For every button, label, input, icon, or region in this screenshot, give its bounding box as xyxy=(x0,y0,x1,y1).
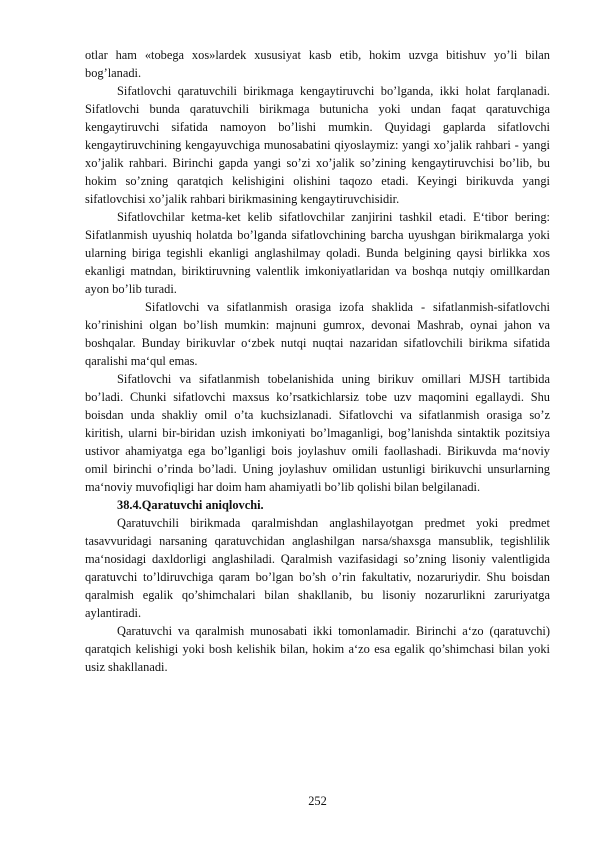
paragraph: Qaratuvchi va qaralmish munosabati ikki tomonlamadir. Birinchi a‘zo (qaratuvchi) qaratqich kelishigi yoki bosh kelishik bilan, hokim a‘zo esa egalik qo’shimchasi bilan yoki usiz shakllanadi. xyxy=(85,624,550,674)
document-body xyxy=(85,46,550,676)
page-number: 252 xyxy=(308,794,327,808)
paragraph: Sifatlovchi va sifatlanmish tobelanishida uning birikuv omillari MJSH tartibida bo’ladi. Chunki sifatlovchi maxsus ko’rsatkichlarsiz tobe uzv maqomini egallaydi. Shu boisdan unda shakliy omil o’ta kuchsizlanadi. Sifatlovchi va sifatlanmish orasiga so’z kiritish, ularni bir-biridan uzish imkoniyati bo’lmaganligi, bog’lanishda sintaktik pozitsiya ustivor ahamiyatga ega bo’lganligi bois joylashuv omili faollashadi. Birikuvda ma‘noviy omil birinchi o’rinda bo’ladi. Uning joylashuv omilidan ustunligi birikuvchi unsurlarning ma‘noviy muvofiqligi har doim ham ahamiyatli bo’lib qolishi bilan belgilanadi. xyxy=(85,372,550,494)
paragraph: Sifatlovchi va sifatlanmish orasiga izofa shaklida - sifatlanmish-sifatlovchi ko’rinishini olgan bo’lish mumkin: majnuni gumrox, devonai Mashrab, oynai jahon va boshqalar. Bunday birikuvlar o‘zbek nutqi nuqtai nazaridan sifatlovchili birikma sifatida qaralishi ma‘qul emas. xyxy=(85,300,550,368)
paragraph-continuation: otlar ham «tobega xos»lardek xususiyat kasb etib, hokim uzvga bitishuv yo’li bilan bog’lanadi. xyxy=(85,48,550,80)
paragraph: Qaratuvchili birikmada qaralmishdan anglashilayotgan predmet yoki predmet tasavvuridagi narsaning qaratuvchidan anglashilgan narsa/shaxsga mansublik, tegishlilik ma‘nosidagi daxldorligi anglashiladi. Qaralmish vazifasidagi so’zning lisoniy valentligida qaratuvchi to’ldiruvchiga qaram bo’lgan bo’sh o’rin fakultativ, nozaruriydir. Shu boisdan qaralmish egalik qo’shimchalari bilan shakllanib, bu lisoniy nozarurlikni zaruriyatga aylantiradi. xyxy=(85,516,550,620)
paragraph: Sifatlovchilar ketma-ket kelib sifatlovchilar zanjirini tashkil etadi. E‘tibor bering: Sifatlanmish uyushiq holatda bo’lganda sifatlovchining barcha uyushgan birikmalarga yoki ularning biriga tegishli ekanligi anglashilmay qoladi. Bunda belgining qaysi birlikka xos ekanligi matndan, biriktiruvning valentlik imkoniyatlaridan va boshqa nutqiy omillkardan ayon bo’lib turadi. xyxy=(85,210,550,296)
paragraph: Sifatlovchi qaratuvchili birikmaga kengaytiruvchi bo’lganda, ikki holat farqlanadi. Sifatlovchi bunda qaratuvchili birikmaga butunicha yoki undan faqat qaratuvchiga kengaytiruvchi sifatida namoyon bo’lishi mumkin. Quyidagi gaplarda sifatlovchi kengaytiruvchining kengayuvchiga munosabatini qiyoslaymiz: yangi xo’jalik rahbari - yangi xo’jalik rahbari. Birinchi gapda yangi so’zi xo’jalik so’zining kengaytiruvchisi bo’lib, bu hokim so’zning qaratqich kelishigini olishini taqozo etadi. Keyingi birikuvda yangi sifatlovchisi xo’jalik rahbari birikmasining kengaytiruvchisidir. xyxy=(85,84,550,206)
section-heading: 38.4.Qaratuvchi aniqlovchi. xyxy=(117,498,264,512)
